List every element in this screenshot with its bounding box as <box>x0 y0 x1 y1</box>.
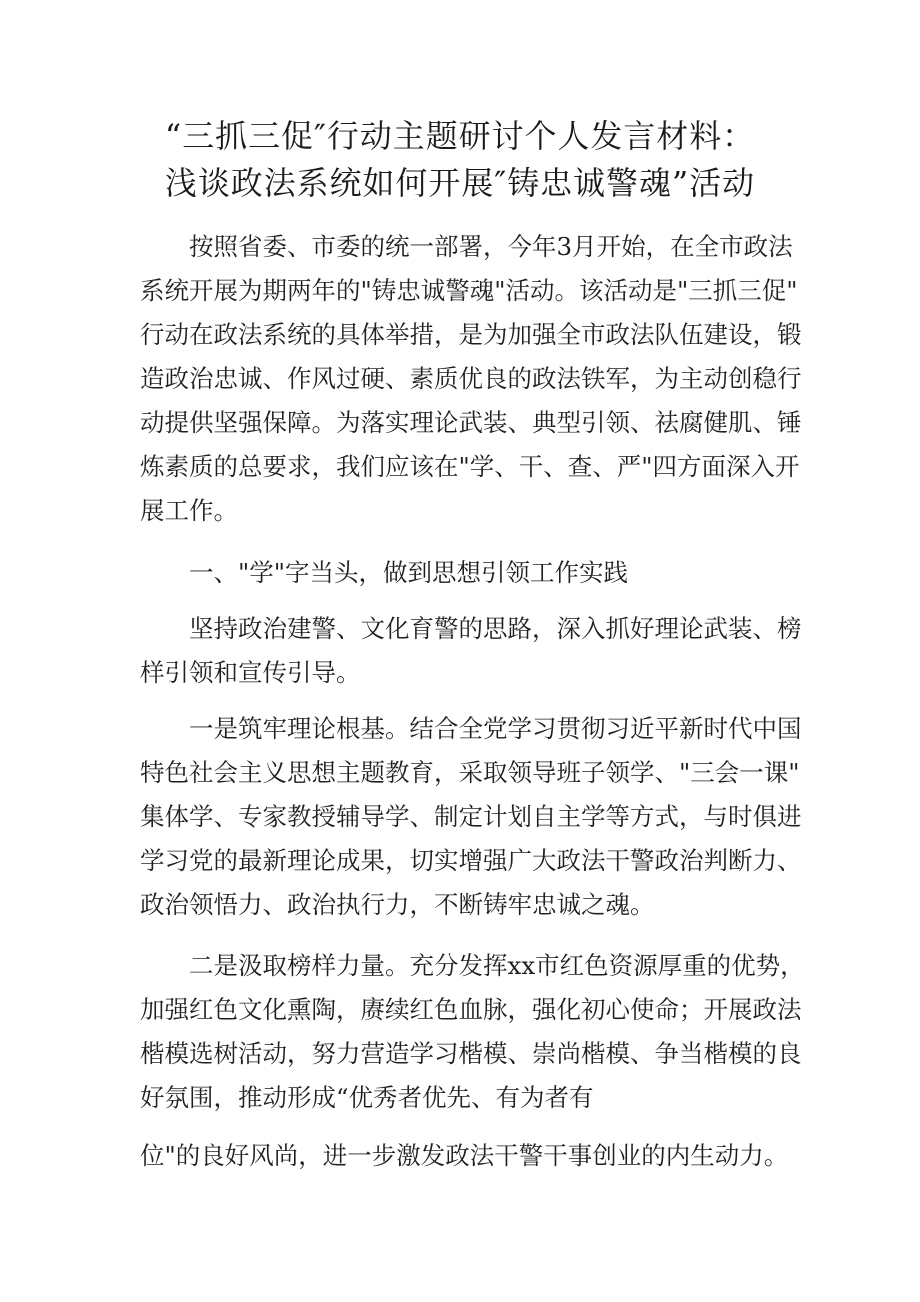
paragraph-line: 集体学、专家教授辅导学、制定计划自主学等方式，与时俱进 <box>140 802 802 831</box>
paragraph-line: 学习党的最新理论成果，切实增强广大政法干警政治判断力、 <box>140 846 802 875</box>
paragraph-line: 按照省委、市委的统一部署，今年3月开始，在全市政法 <box>189 232 793 261</box>
paragraph-line: 楷模选树活动，努力营造学习楷模、崇尚楷模、争当楷模的良 <box>140 1039 802 1068</box>
paragraph-line: 坚持政治建警、文化育警的思路，深入抓好理论武装、榜 <box>189 614 802 643</box>
paragraph-line: 二是汲取榜样力量。充分发挥xx市红色资源厚重的优势， <box>189 951 805 980</box>
paragraph-line: 位"的良好风尚，进一步激发政法干警干事创业的内生动力。 <box>140 1141 789 1170</box>
document-title-line-2: 浅谈政法系统如何开展″铸忠诚警魂”活动 <box>164 164 756 202</box>
paragraph-line: 系统开展为期两年的"铸忠诚警魂"活动。该活动是"三抓三促" <box>140 276 798 305</box>
paragraph-line: 特色社会主义思想主题教育，采取领导班子领学、"三会一课" <box>140 758 800 787</box>
paragraph-line: 一是筑牢理论根基。结合全党学习贯彻习近平新时代中国 <box>189 714 802 743</box>
paragraph-line: 造政治忠诚、作风过硬、素质优良的政法铁军，为主动创稳行 <box>140 364 802 393</box>
paragraph-line: 样引领和宣传引导。 <box>140 658 361 687</box>
paragraph-line: 展工作。 <box>140 496 238 525</box>
paragraph-line: 好氛围，推动形成“优秀者优先、有为者有 <box>140 1083 594 1112</box>
paragraph-line: 炼素质的总要求，我们应该在"学、干、查、严"四方面深入开 <box>140 452 800 481</box>
document-title-line-1: “三抓三促″行动主题研讨个人发言材料： <box>164 117 756 155</box>
paragraph-line: 动提供坚强保障。为落实理论武装、典型引领、祛腐健肌、锤 <box>140 408 802 437</box>
section-heading: 一、"学"字当头，做到思想引领工作实践 <box>189 558 629 587</box>
paragraph-line: 加强红色文化熏陶，赓续红色血脉，强化初心使命；开展政法 <box>140 995 802 1024</box>
paragraph-line: 政治领悟力、政治执行力，不断铸牢忠诚之魂。 <box>140 890 655 919</box>
paragraph-line: 行动在政法系统的具体举措，是为加强全市政法队伍建设，锻 <box>140 320 802 349</box>
